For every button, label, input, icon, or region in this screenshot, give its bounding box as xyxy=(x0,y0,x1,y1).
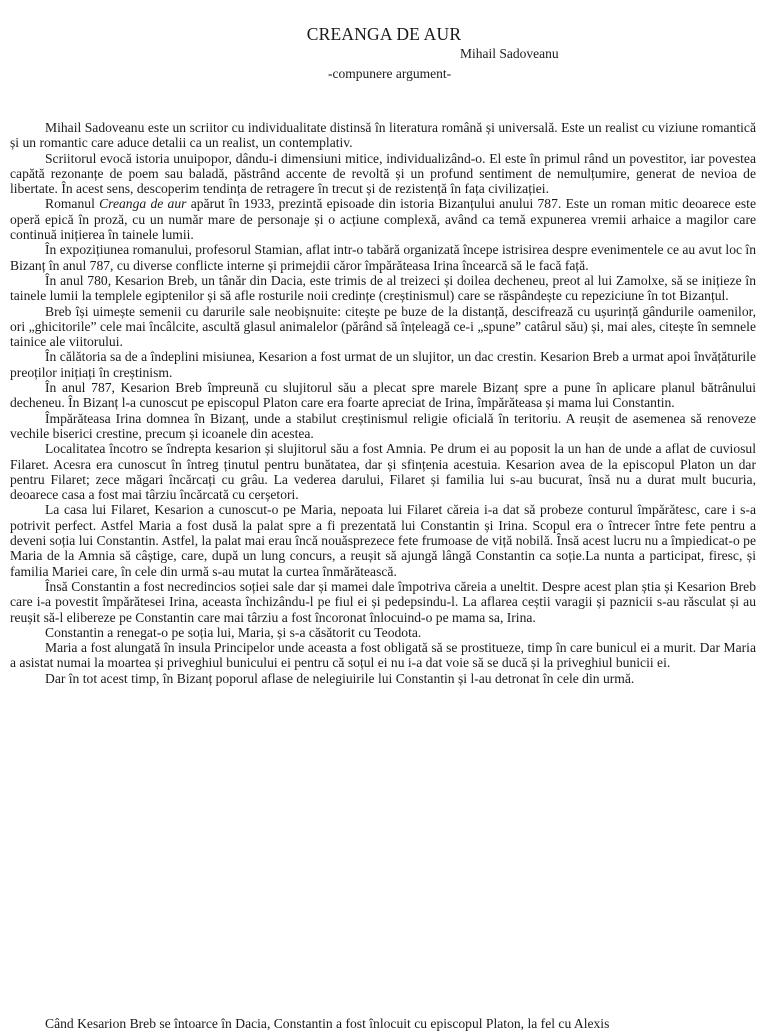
paragraph: Scriitorul evocă istoria unuipopor, dându-i dimensiuni mitice, individualizând-o. El este în primul rând un povestitor, iar povestea capătă rezonanțe de poem sau baladă, păstrând accente de revoltă și un profund sentiment de nemulțumire, generat de nevioa de libertate. În acest sens, descoperim tendința de retragere în trecut și de rezistență în fața civilizației. xyxy=(10,150,756,197)
author-name: Mihail Sadoveanu xyxy=(460,46,559,61)
paragraph: Împărăteasa Irina domnea în Bizanț, unde a stabilut creștinismul religie oficială în teritoriu. A reușit de asemenea să renoveze vechile biserici crestine, precum și icoanele din acestea. xyxy=(10,410,756,441)
document-subtitle: -compunere argument- xyxy=(328,66,452,81)
paragraph: Localitatea încotro se îndrepta kesarion și slujitorul său a fost Amnia. Pe drum ei au poposit la un han de unde a aflat de cuviosul Filaret. Acesra era cunoscut în întreg ținutul pentru bunătatea, dar și sfințenia acestuia. Kesarion avea de la episcopul Platon un dar pentru Filaret; zece măgari încărcați cu grâu. La vederea darului, Filaret și familia lui s-au bucurat, însă nu a durat mult bucuria, deoarece casa a fost mai târziu încărcată cu cerșetori. xyxy=(10,441,756,503)
document-body xyxy=(10,120,756,686)
paragraph: La casa lui Filaret, Kesarion a cunoscut-o pe Maria, nepoata lui Filaret căreia i-a dat să probeze conturul împărătesc, care i s-a potrivit perfect. Astfel Maria a fost dusă la palat spre a fi prezentată lui Constantin și Irina. Scopul era o întrecer între fete pentru a deveni soția lui Constantin. Astfel, la palat mai erau încă nouăsprezece fete frumoase de viță nobilă. Însă acest lucru nu a împiedicat-o pe Maria de la Amnia să câștige, care, după un lung concurs, a reușit să ajungă lângă Constantin ca soție.La nunta a participat, firesc, și familia Mariei care, în cele din urmă s-au mutat la curtea înmărătească. xyxy=(10,502,756,579)
paragraph: În anul 780, Kesarion Breb, un tânăr din Dacia, este trimis de al treizeci și doilea decheneu, preot al lui Zamolxe, să se inițieze în tainele lumii la templele egiptenilor și să afle rosturile noii credințe (creștinismul) care se răspândește cu repeziciune în tot Bizanțul. xyxy=(10,272,756,304)
paragraph: Maria a fost alungată în insula Principelor unde aceasta a fost obligată să se prostitueze, timp în care bunicul ei a murit. Dar Maria a asistat numai la moartea și priveghiul bunicului ei pentru că soțul ei nu i-a dat voie să se ducă și la priveghiul bunicii ei. xyxy=(10,640,756,671)
paragraph: Romanul Creanga de aur apărut în 1933, prezintă episoade din istoria Bizanțului anului 787. Este un roman mitic deoarece este operă epică în proză, cu un număr mare de personaje și o acțiune complexă, având ca temă expunerea vremii arhaice a magilor care continuă inițierea în tainele lumii. xyxy=(10,196,756,243)
paragraph: În anul 787, Kesarion Breb împreună cu slujitorul său a plecat spre marele Bizanț spre a pune în aplicare planul bătrânului decheneu. În Bizanț l-a cunoscut pe episcopul Platon care era foarte apreciat de Irina, împărăteasa și mama lui Constantin. xyxy=(10,380,756,411)
paragraph: Dar în tot acest timp, în Bizanț poporul aflase de nelegiuirile lui Constantin și l-au detronat în cele din urmă. xyxy=(45,670,635,686)
cutoff-line: Când Kesarion Breb se întoarce în Dacia, Constantin a fost înlocuit cu episcopul Platon, la fel cu Alexis xyxy=(45,1016,610,1031)
paragraph: Mihail Sadoveanu este un scriitor cu individualitate distinsă în literatura română și universală. Este un realist cu viziune romantică și un romantic care aduce detalii ca un realist, un contemplativ. xyxy=(10,120,756,151)
paragraph: Constantin a renegat-o pe soția lui, Maria, și s-a căsătorit cu Teodota. xyxy=(45,624,422,640)
paragraph: Însă Constantin a fost necredincios soției sale dar și mamei dale împotriva căreia a uneltit. Despre acest plan știa și Kesarion Breb care i-a povestit împărătesei Irina, aceasta închizându-l pe fiul ei și pedepsindu-l. La aflarea ceștii varagii și paznicii s-au răsculat și au reușit să-l elibereze pe Constantin care mai târziu a fost încoronat înlocuind-o pe mama sa, Irina. xyxy=(10,578,756,625)
paragraph: În călătoria sa de a îndeplini misiunea, Kesarion a fost urmat de un slujitor, un dac crestin. Kesarion Breb a urmat apoi învățăturile preoților inițiați în creștinism. xyxy=(10,349,756,380)
paragraph: În expozițiunea romanului, profesorul Stamian, aflat intr-o tabără organizată începe istrisirea despre evenimentele ce au avut loc în Bizanț în anul 787, cu diverse conflicte interne și primejdii căror împărăteasa Irina încearcă să le facă față. xyxy=(10,242,756,273)
page-title: CREANGA DE AUR xyxy=(306,24,462,44)
novel-title-italic: Creanga de aur xyxy=(99,196,187,212)
paragraph: Breb își uimește semenii cu darurile sale neobișnuite: citește pe buze de la distanță, descifrează cu ușurință gândurile oamenilor, ori „ghicitorile” cele mai încâlcite, ascultă glasul animalelor (părând să înțeleagă ce-i „spune” catârul său) și, mai ales, citește în semnele tainice ale viitorului. xyxy=(10,303,756,350)
